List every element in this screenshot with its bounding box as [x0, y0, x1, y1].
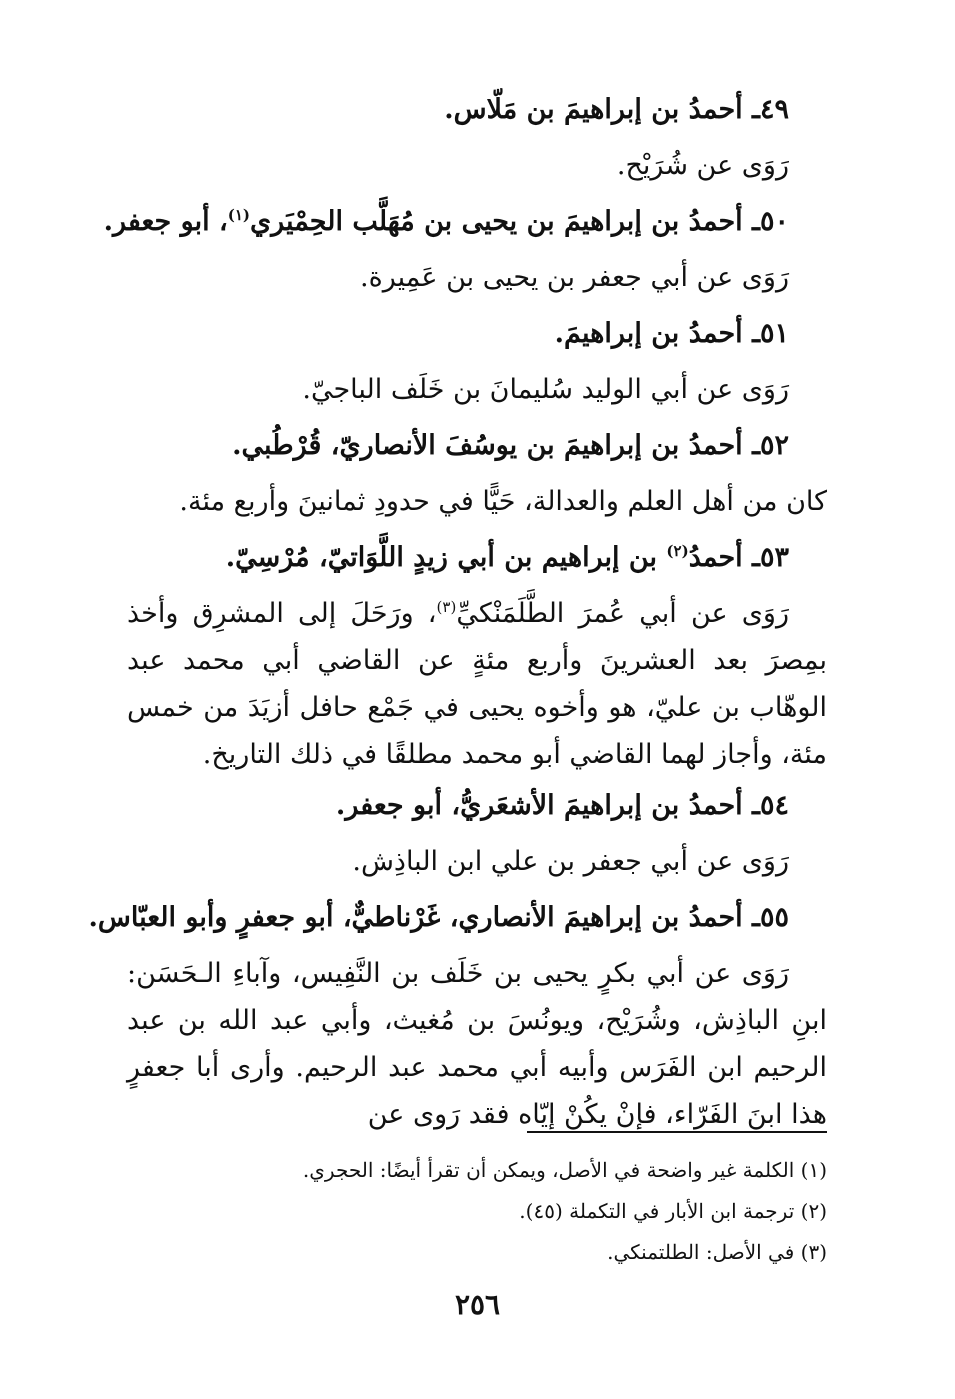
- entry-text-50: رَوَى عن أبي جعفر بن يحيى بن عَمِيرة.: [360, 262, 789, 293]
- entry-heading-55: ٥٥ـ أحمدُ بن إبراهيمَ الأنصاري، غَرْناطيٌّ، أبو جعفرٍ وأبو العبّاس.: [88, 902, 789, 933]
- entry-paragraph-55-part1: رَوَى عن أبي بكرٍ يحيى بن خَلَف بن النَّفِيس، وآباءِ الـحَسَن: ابنِ الباذِش، وشُرَيْح، ويونُسَ بن مُغيث، وأبي عبد الله بن عبد الرحيم ابن الفَرَس وأبيه أبي محمد عبد الرحيم. وأرى أبا جعفرٍ هذا ابنَ الفَرّاء، فإنْ يكُنْ إيّاه فقد رَوى عن: [127, 958, 827, 1130]
- entry-paragraph-53: [127, 586, 827, 778]
- entry-paragraph-53-part2: ، ورَحَلَ إلى المشرِق وأخذ بمِصرَ بعد العشرينَ وأربع مئةٍ عن القاضي أبي محمد عبد الوهّاب بن عليّ، هو وأخوه يحيى في جَمْع حافل أزيَدَ من خمس مئة، وأجاز لهما القاضي أبو محمد مطلقًا في ذلك التاريخ.: [127, 598, 827, 770]
- footnote-2: (٢) ترجمة ابن الأبار في التكملة (٤٥).: [519, 1199, 827, 1223]
- entry-text-52: كان من أهل العلم والعدالة، حَيًّا في حدودِ ثمانينَ وأربع مئة.: [179, 486, 827, 517]
- entry-heading-54: ٥٤ـ أحمدُ بن إبراهيمَ الأشعَريُّ، أبو جعفر.: [335, 790, 789, 821]
- entry-heading-53: [127, 530, 827, 586]
- entry-paragraph-55: [127, 946, 827, 1138]
- entry-text-49: رَوَى عن شُرَيْح.: [616, 150, 789, 181]
- entry-heading-50-tail: ، أبو جعفر.: [103, 206, 228, 237]
- page-number: ٢٥٦: [454, 1288, 501, 1321]
- footnote-3: (٣) في الأصل: الطلتمنكي.: [607, 1240, 827, 1264]
- entry-heading-53-tail: بن إبراهيم بن أبي زيدٍ اللَّوَاتيّ، مُرْسِيّ.: [225, 542, 667, 573]
- entry-text-51: رَوَى عن أبي الوليد سُليمانَ بن خَلَف الباجيّ.: [302, 374, 789, 405]
- entry-paragraph-53-part1: رَوَى عن أبي عُمرَ الطَّلَمَنْكيِّ: [456, 598, 789, 629]
- footnotes: [127, 1150, 827, 1273]
- main-text: [88, 82, 827, 1138]
- footnote-ref-3[interactable]: (٣): [436, 598, 457, 616]
- entry-heading-50-main: ٥٠ـ أحمدُ بن إبراهيمَ بن يحيى بن مُهَلَّب الحِمْيَري: [250, 206, 789, 237]
- entry-heading-49: ٤٩ـ أحمدُ بن إبراهيمَ بن مَلّاس.: [444, 94, 789, 125]
- entry-heading-52: ٥٢ـ أحمدُ بن إبراهيمَ بن يوسُفَ الأنصاريّ، قُرْطُبي.: [232, 430, 789, 461]
- entry-heading-53-main: ٥٣ـ أحمدُ: [688, 542, 789, 573]
- entry-text-54: رَوَى عن أبي جعفر بن علي ابن الباذِش.: [352, 846, 789, 877]
- entry-heading-51: ٥١ـ أحمدُ بن إبراهيمَ.: [554, 318, 789, 349]
- footnote-ref-2[interactable]: (٢): [666, 542, 689, 560]
- entry-heading-50: [103, 194, 827, 250]
- footnote-1: (١) الكلمة غير واضحة في الأصل، ويمكن أن تقرأ أيضًا: الحجري.: [302, 1158, 827, 1182]
- footnote-separator: [527, 1131, 827, 1133]
- footnote-ref-1[interactable]: (١): [227, 206, 251, 224]
